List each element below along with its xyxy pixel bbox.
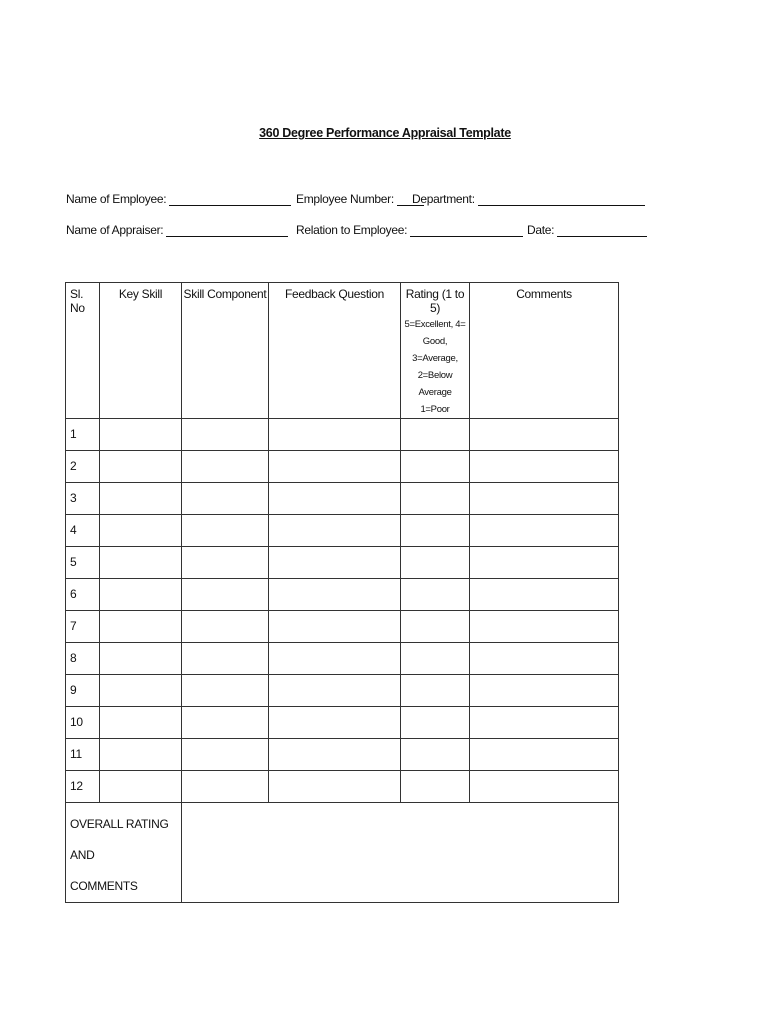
rating-note-line-2: Good, 3=Average,	[412, 336, 458, 364]
overall-comments-cell[interactable]	[182, 803, 619, 903]
key-skill-cell[interactable]	[100, 643, 182, 675]
appraiser-name-field[interactable]	[66, 223, 288, 237]
rating-cell[interactable]	[401, 643, 470, 675]
row-number: 3	[66, 483, 100, 515]
feedback-question-cell[interactable]	[269, 451, 401, 483]
overall-label-line-2: COMMENTS	[70, 879, 138, 893]
department-label: Department:	[412, 192, 475, 206]
row-number: 10	[66, 707, 100, 739]
feedback-question-cell[interactable]	[269, 515, 401, 547]
key-skill-cell[interactable]	[100, 771, 182, 803]
employee-name-label: Name of Employee:	[66, 192, 167, 206]
comments-cell[interactable]	[470, 643, 619, 675]
employee-number-label: Employee Number:	[296, 192, 394, 206]
comments-cell[interactable]	[470, 771, 619, 803]
feedback-question-cell[interactable]	[269, 483, 401, 515]
feedback-question-cell[interactable]	[269, 707, 401, 739]
key-skill-cell[interactable]	[100, 515, 182, 547]
skill-component-cell[interactable]	[182, 707, 269, 739]
row-number: 12	[66, 771, 100, 803]
key-skill-cell[interactable]	[100, 419, 182, 451]
table-row	[66, 579, 619, 611]
skill-component-cell[interactable]	[182, 547, 269, 579]
header-skill-component: Skill Component	[182, 283, 269, 419]
appraiser-name-label: Name of Appraiser:	[66, 223, 164, 237]
table-row	[66, 739, 619, 771]
comments-cell[interactable]	[470, 611, 619, 643]
row-number: 1	[66, 419, 100, 451]
comments-cell[interactable]	[470, 579, 619, 611]
key-skill-cell[interactable]	[100, 611, 182, 643]
skill-component-cell[interactable]	[182, 515, 269, 547]
row-number: 2	[66, 451, 100, 483]
row-number: 8	[66, 643, 100, 675]
appraiser-name-blank[interactable]	[166, 223, 288, 237]
overall-row	[66, 803, 619, 903]
rating-cell[interactable]	[401, 675, 470, 707]
rating-cell[interactable]	[401, 451, 470, 483]
comments-cell[interactable]	[470, 483, 619, 515]
rating-note-line-3: 2=Below Average	[417, 370, 453, 398]
feedback-question-cell[interactable]	[269, 579, 401, 611]
table-row	[66, 451, 619, 483]
document-title: 360 Degree Performance Appraisal Template	[259, 126, 511, 140]
key-skill-cell[interactable]	[100, 739, 182, 771]
skill-component-cell[interactable]	[182, 611, 269, 643]
comments-cell[interactable]	[470, 675, 619, 707]
key-skill-cell[interactable]	[100, 483, 182, 515]
appraisal-table	[65, 282, 619, 903]
rating-cell[interactable]	[401, 547, 470, 579]
skill-component-cell[interactable]	[182, 675, 269, 707]
feedback-question-cell[interactable]	[269, 675, 401, 707]
header-rating-label: Rating (1 to 5)	[405, 287, 465, 315]
rating-cell[interactable]	[401, 611, 470, 643]
comments-cell[interactable]	[470, 739, 619, 771]
table-row	[66, 483, 619, 515]
table-row	[66, 675, 619, 707]
row-number: 6	[66, 579, 100, 611]
rating-cell[interactable]	[401, 707, 470, 739]
row-number: 5	[66, 547, 100, 579]
table-row	[66, 515, 619, 547]
rating-cell[interactable]	[401, 579, 470, 611]
employee-name-field[interactable]	[66, 192, 291, 206]
department-field[interactable]	[412, 192, 645, 206]
header-rating	[401, 283, 470, 419]
header-comments: Comments	[470, 283, 619, 419]
comments-cell[interactable]	[470, 515, 619, 547]
feedback-question-cell[interactable]	[269, 771, 401, 803]
comments-cell[interactable]	[470, 419, 619, 451]
rating-cell[interactable]	[401, 739, 470, 771]
key-skill-cell[interactable]	[100, 451, 182, 483]
key-skill-cell[interactable]	[100, 579, 182, 611]
key-skill-cell[interactable]	[100, 675, 182, 707]
row-number: 9	[66, 675, 100, 707]
skill-component-cell[interactable]	[182, 643, 269, 675]
row-number: 7	[66, 611, 100, 643]
key-skill-cell[interactable]	[100, 707, 182, 739]
overall-label-line-1: OVERALL RATING AND	[70, 817, 169, 862]
header-feedback-question: Feedback Question	[269, 283, 401, 419]
rating-cell[interactable]	[401, 515, 470, 547]
key-skill-cell[interactable]	[100, 547, 182, 579]
table-row	[66, 547, 619, 579]
rating-scale-note	[401, 316, 469, 418]
employee-name-blank[interactable]	[169, 192, 291, 206]
table-header-row	[66, 283, 619, 419]
feedback-question-cell[interactable]	[269, 611, 401, 643]
rating-note-line-4: 1=Poor	[420, 404, 450, 415]
row-number: 11	[66, 739, 100, 771]
row-number: 4	[66, 515, 100, 547]
feedback-question-cell[interactable]	[269, 547, 401, 579]
feedback-question-cell[interactable]	[269, 643, 401, 675]
header-sl-no: Sl. No	[66, 283, 100, 419]
rating-cell[interactable]	[401, 771, 470, 803]
date-label: Date:	[527, 223, 555, 237]
skill-component-cell[interactable]	[182, 419, 269, 451]
skill-component-cell[interactable]	[182, 739, 269, 771]
rating-cell[interactable]	[401, 483, 470, 515]
feedback-question-cell[interactable]	[269, 739, 401, 771]
relation-field[interactable]	[296, 223, 523, 237]
department-blank[interactable]	[478, 192, 645, 206]
employee-number-field[interactable]	[296, 192, 424, 206]
comments-cell[interactable]	[470, 451, 619, 483]
comments-cell[interactable]	[470, 707, 619, 739]
skill-component-cell[interactable]	[182, 483, 269, 515]
table-row	[66, 707, 619, 739]
header-key-skill: Key Skill	[100, 283, 182, 419]
date-blank[interactable]	[557, 223, 647, 237]
relation-blank[interactable]	[410, 223, 523, 237]
table-row	[66, 611, 619, 643]
table-row	[66, 771, 619, 803]
table-row	[66, 419, 619, 451]
feedback-question-cell[interactable]	[269, 419, 401, 451]
skill-component-cell[interactable]	[182, 771, 269, 803]
rating-cell[interactable]	[401, 419, 470, 451]
relation-label: Relation to Employee:	[296, 223, 408, 237]
table-row	[66, 643, 619, 675]
skill-component-cell[interactable]	[182, 451, 269, 483]
skill-component-cell[interactable]	[182, 579, 269, 611]
rating-note-line-1: 5=Excellent, 4=	[404, 319, 466, 330]
overall-label	[66, 803, 182, 903]
date-field[interactable]	[527, 223, 647, 237]
comments-cell[interactable]	[470, 547, 619, 579]
